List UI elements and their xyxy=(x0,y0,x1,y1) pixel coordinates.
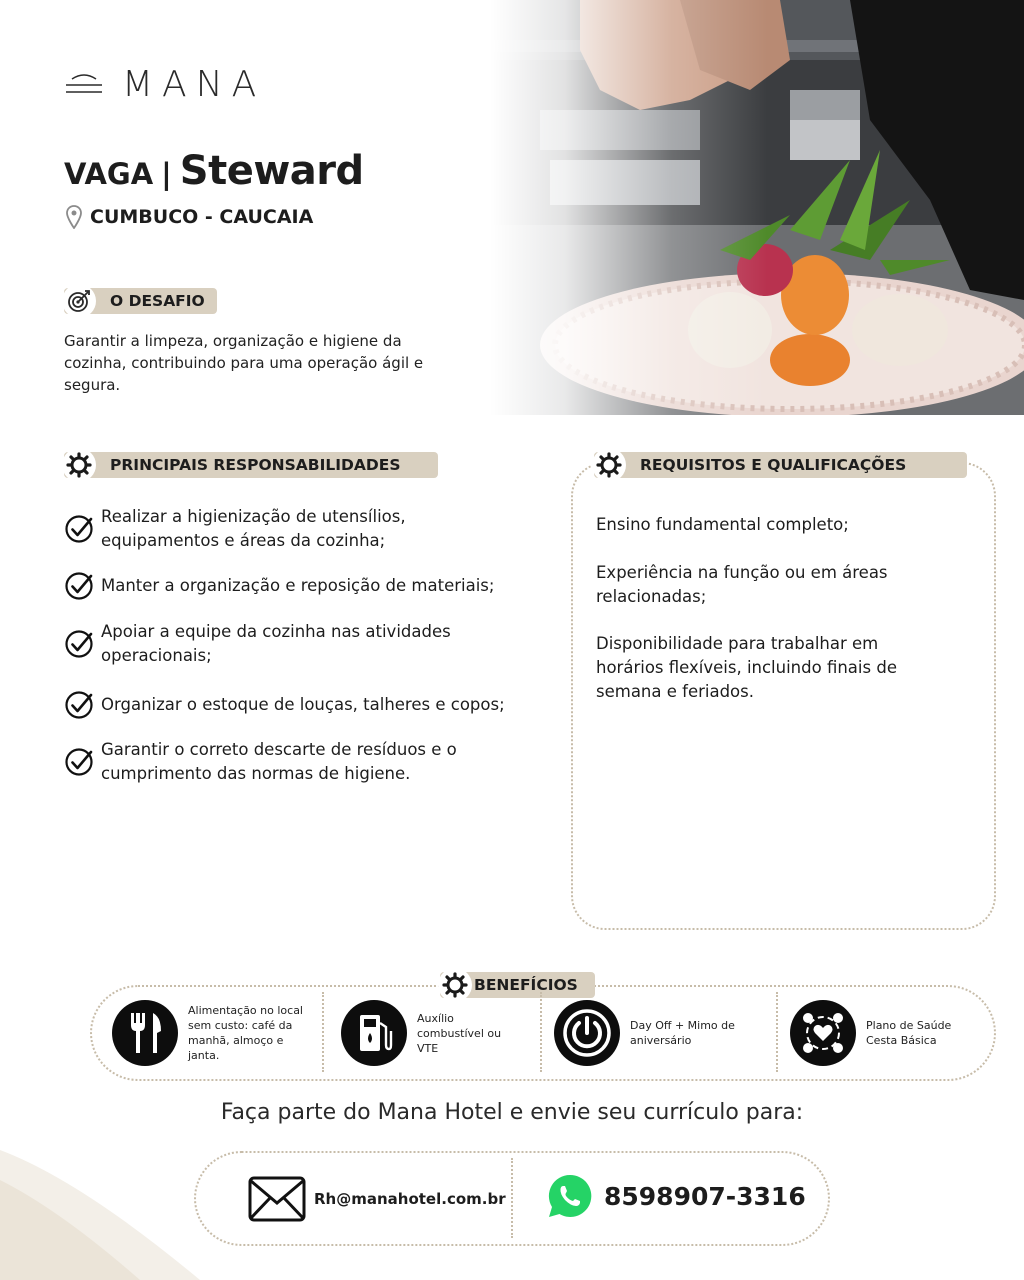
benefits-header xyxy=(440,972,595,998)
phone-number[interactable]: 8598907-3316 xyxy=(604,1181,806,1211)
list-item: Experiência na função ou em áreas relacionadas; xyxy=(596,563,888,606)
list-item xyxy=(64,571,531,601)
benefit-divider xyxy=(322,992,324,1072)
gear-icon xyxy=(62,448,96,482)
benefit-text: Day Off + Mimo de aniversário xyxy=(630,1019,735,1047)
benefit-item xyxy=(341,1000,517,1066)
benefit-text: Auxílio combustível ou VTE xyxy=(417,1011,502,1055)
list-item xyxy=(64,738,501,786)
benefit-text: Plano de Saúde Cesta Básica xyxy=(866,1019,952,1047)
gear-icon xyxy=(438,968,472,1002)
location-pin-icon xyxy=(66,205,82,229)
requirements-header xyxy=(594,452,967,478)
benefit-divider xyxy=(776,992,778,1072)
challenge-text: Garantir a limpeza, organização e higiene da cozinha, contribuindo para uma operação ágil e segura. xyxy=(64,332,424,394)
challenge-header xyxy=(64,288,217,314)
list-item-text: Garantir o correto descarte de resíduos e o cumprimento das normas de higiene. xyxy=(101,740,457,783)
location-text: CUMBUCO - CAUCAIA xyxy=(90,206,314,228)
check-circle-icon xyxy=(64,514,94,544)
benefits-title: BENEFÍCIOS xyxy=(474,976,578,994)
responsibilities-header xyxy=(64,452,438,478)
benefit-divider xyxy=(540,992,542,1072)
wave-logo-icon xyxy=(64,71,104,99)
list-item-text: Realizar a higienização de utensílios, equipamentos e áreas da cozinha; xyxy=(101,507,406,550)
whatsapp-icon xyxy=(546,1172,594,1220)
brand-wordmark: MANA xyxy=(122,64,266,105)
email-contact[interactable] xyxy=(248,1176,506,1222)
check-circle-icon xyxy=(64,629,94,659)
list-item xyxy=(64,620,481,668)
phone-contact[interactable] xyxy=(546,1172,806,1220)
brand-logo xyxy=(64,64,265,105)
job-role: Steward xyxy=(179,148,364,194)
list-item xyxy=(64,505,461,553)
fuel-pump-icon xyxy=(341,1000,407,1066)
requirements-title: REQUISITOS E QUALIFICAÇÕES xyxy=(640,456,907,474)
gear-icon xyxy=(592,448,626,482)
contact-divider xyxy=(511,1158,513,1238)
benefit-item xyxy=(112,1000,313,1066)
cutlery-icon xyxy=(112,1000,178,1066)
list-item-text: Organizar o estoque de louças, talheres e copos; xyxy=(101,695,505,714)
title-label: VAGA xyxy=(64,157,154,191)
list-item: Ensino fundamental completo; xyxy=(596,515,849,534)
title-separator: | xyxy=(161,157,172,191)
list-item-text: Apoiar a equipe da cozinha nas atividades operacionais; xyxy=(101,622,451,665)
power-icon xyxy=(554,1000,620,1066)
call-to-action: Faça parte do Mana Hotel e envie seu currículo para: xyxy=(220,1100,804,1125)
challenge-title: O DESAFIO xyxy=(110,292,205,310)
responsibilities-title: PRINCIPAIS RESPONSABILIDADES xyxy=(110,456,401,474)
check-circle-icon xyxy=(64,571,94,601)
job-location xyxy=(66,205,313,229)
check-circle-icon xyxy=(64,690,94,720)
benefit-item xyxy=(790,1000,966,1066)
hero-photo xyxy=(490,0,1024,415)
target-icon xyxy=(62,284,96,318)
list-item: Disponibilidade para trabalhar em horários flexíveis, incluindo finais de semana e feriados. xyxy=(596,634,897,701)
envelope-icon xyxy=(248,1176,306,1222)
page-title xyxy=(64,148,364,194)
check-circle-icon xyxy=(64,747,94,777)
benefit-item xyxy=(554,1000,750,1066)
email-address[interactable]: Rh@manahotel.com.br xyxy=(314,1190,506,1208)
list-item xyxy=(64,690,541,720)
benefit-text: Alimentação no local sem custo: café da manhã, almoço e janta. xyxy=(188,1004,303,1062)
decorative-swoosh xyxy=(0,1120,220,1280)
list-item-text: Manter a organização e reposição de materiais; xyxy=(101,576,495,595)
health-plan-icon xyxy=(790,1000,856,1066)
